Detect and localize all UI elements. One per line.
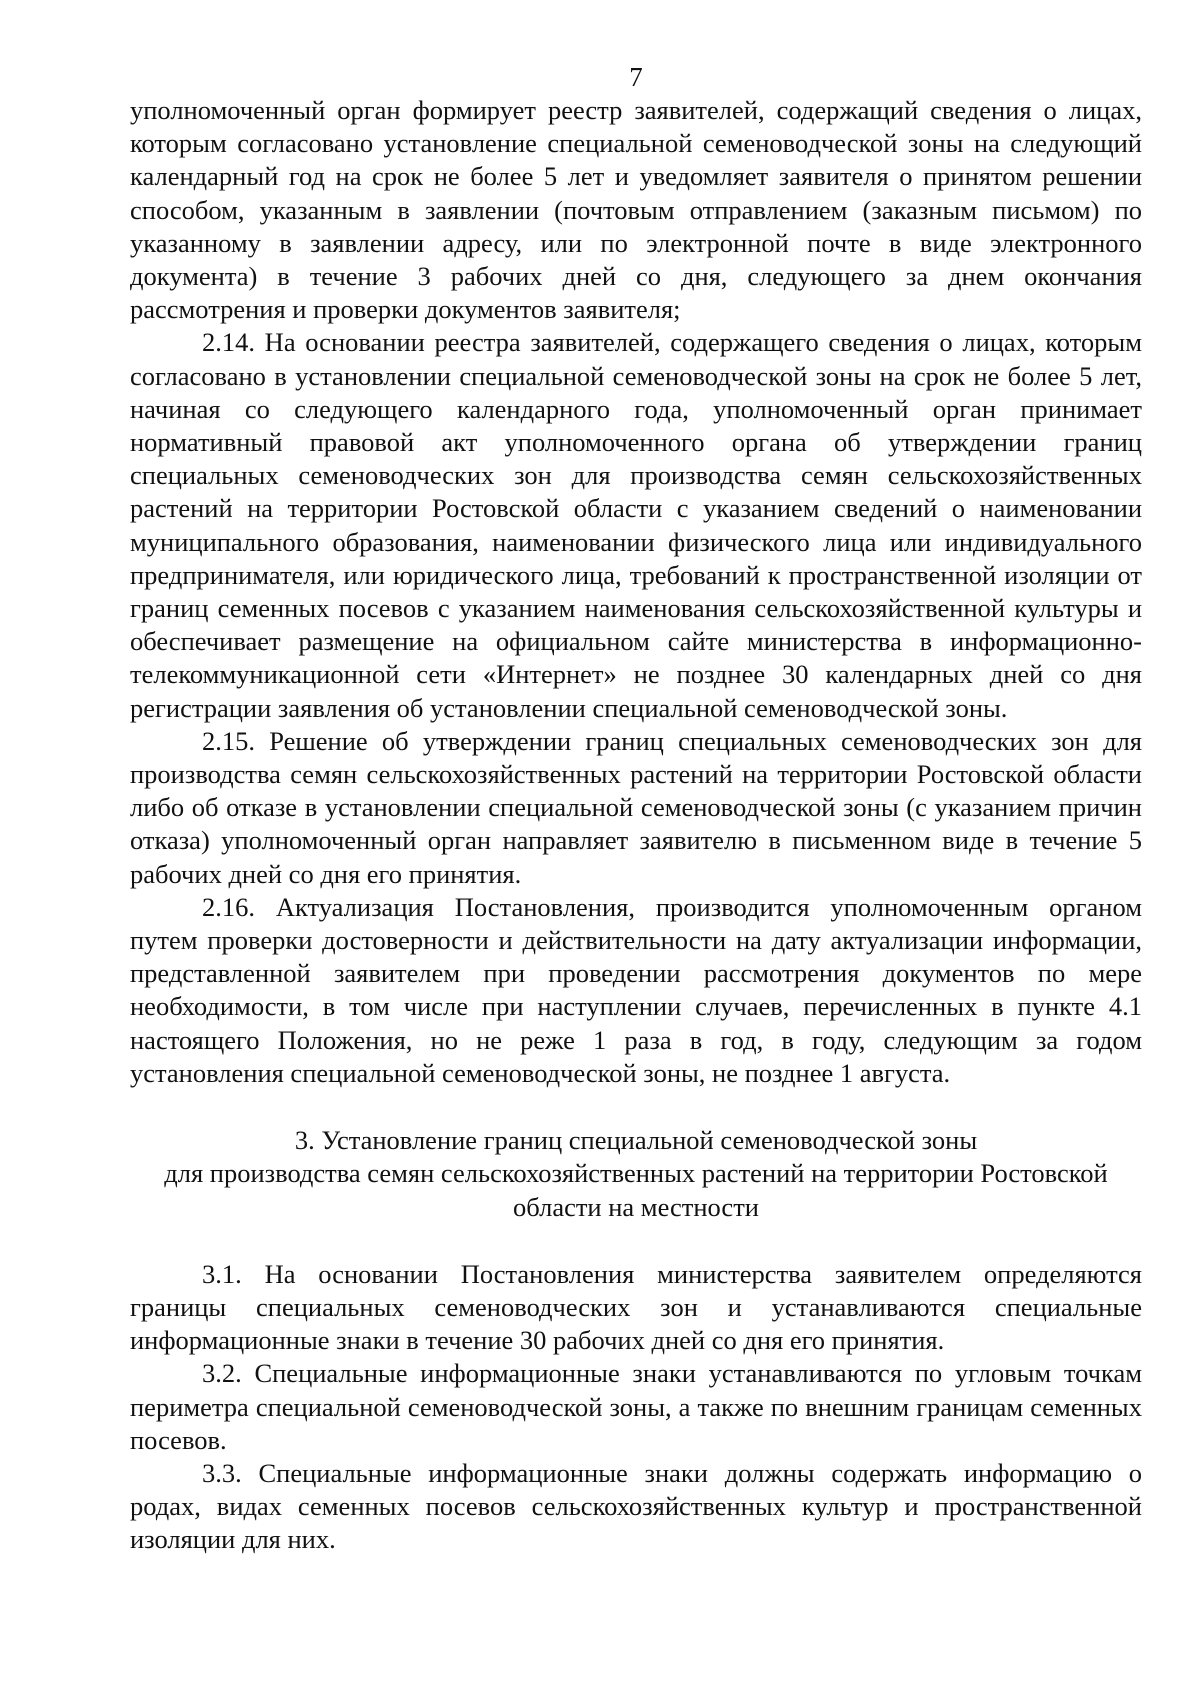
paragraph-3-3: 3.3. Специальные информационные знаки должны содержать информацию о родах, видах семенных посевов сельскохозяйственных культур и пространственной изоляции для них. [130,1457,1142,1555]
paragraph-3-2: 3.2. Специальные информационные знаки устанавливаются по угловым точкам периметра специальной семеноводческой зоны, а также по внешним границам семенных посевов. [130,1358,1142,1455]
section-heading [130,1124,1142,1224]
page-number: 7 [629,62,643,92]
document-page [130,60,1142,1557]
paragraph-continuation: уполномоченный орган формирует реестр заявителей, содержащий сведения о лицах, которым согласовано установление специальной семеноводческой зоны на следующий календарный год на срок не более 5 лет и уведомляет заявителя о принятом решении способом, указанным в заявлении (почтовым отправлением (заказным письмом) по указанному в заявлении адресу, или по электронной почте в виде электронного документа) в течение 3 рабочих дней со дня, следующего за днем окончания рассмотрения и проверки документов заявителя; [130,95,1142,325]
section-heading-line-2: для производства семян сельскохозяйственных растений на территории Ростовской [164,1158,1108,1189]
paragraph-2-15: 2.15. Решение об утверждении границ специальных семеноводческих зон для производства семян сельскохозяйственных растений на территории Ростовской области либо об отказе в установлении специальной семеноводческой зоны (с указанием причин отказа) уполномоченный орган направляет заявителю в письменном виде в течение 5 рабочих дней со дня его принятия. [130,725,1142,889]
section-heading-line-1: 3. Установление границ специальной семеноводческой зоны [294,1125,978,1156]
section-heading-line-3: области на местности [513,1191,759,1222]
paragraph-2-14: 2.14. На основании реестра заявителей, содержащего сведения о лицах, которым согласовано в установлении специальной семеноводческой зоны на срок не более 5 лет, начиная со следующего календарного года, уполномоченный орган принимает нормативный правовой акт уполномоченного органа об утверждении границ специальных семеноводческих зон для производства семян сельскохозяйственных растений на территории Ростовской области с указанием сведений о наименовании муниципального образования, наименовании физического лица или индивидуального предпринимателя, или юридического лица, требований к пространственной изоляции от границ семенных посевов с указанием наименования сельскохозяйственной культуры и обеспечивает размещение на официальном сайте министерства в информационно-телекоммуникационной сети «Интернет» не позднее 30 календарных дней со дня регистрации заявления об установлении специальной семеноводческой зоны. [130,327,1142,723]
paragraph-2-16: 2.16. Актуализация Постановления, производится уполномоченным органом путем проверки достоверности и действительности на дату актуализации информации, представленной заявителем при проведении рассмотрения документов по мере необходимости, в том числе при наступлении случаев, перечисленных в пункте 4.1 настоящего Положения, но не реже 1 раза в год, в году, следующим за годом установления специальной семеноводческой зоны, не позднее 1 августа. [130,891,1142,1088]
paragraph-3-1: 3.1. На основании Постановления министерства заявителем определяются границы специальных семеноводческих зон и устанавливаются специальные информационные знаки в течение 30 рабочих дней со дня его принятия. [130,1258,1142,1356]
